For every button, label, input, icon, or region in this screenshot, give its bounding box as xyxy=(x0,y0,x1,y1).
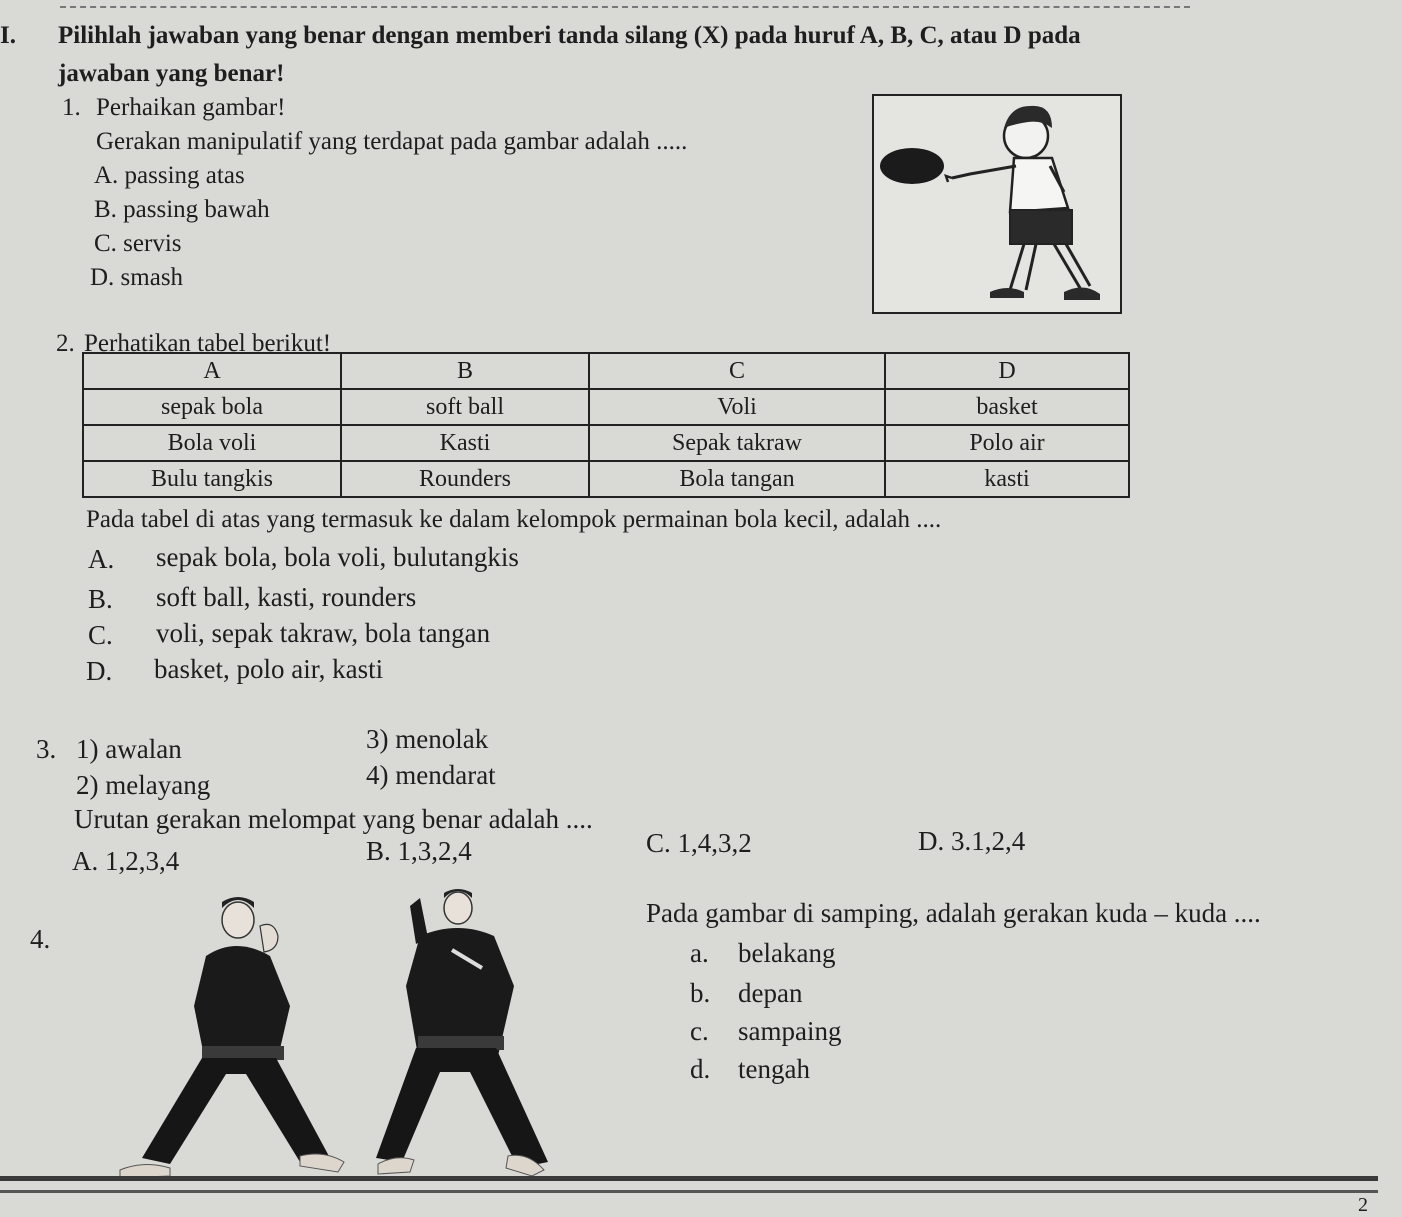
q4-illustration xyxy=(110,886,570,1186)
table-cell: basket xyxy=(885,389,1129,425)
q3-option-d[interactable]: D. 3.1,2,4 xyxy=(918,826,1026,856)
table-cell: Kasti xyxy=(341,425,589,461)
q4-option-b-letter[interactable]: b. xyxy=(690,978,711,1008)
q1-option-b[interactable]: B. passing bawah xyxy=(94,196,270,223)
q4-option-b-text[interactable]: depan xyxy=(738,978,803,1008)
page-number: 2 xyxy=(1358,1194,1368,1216)
q4-option-c-text[interactable]: sampaing xyxy=(738,1016,842,1046)
q2-option-c-letter[interactable]: C. xyxy=(88,620,113,650)
q1-option-d[interactable]: D. smash xyxy=(90,264,184,291)
table-cell: Rounders xyxy=(341,461,589,497)
footer-rule xyxy=(0,1176,1378,1181)
table-cell: Bola tangan xyxy=(589,461,885,497)
q2-prompt: Perhatikan tabel berikut! xyxy=(84,330,332,357)
table-header-cell: D xyxy=(885,353,1129,389)
q3-step-3: 3) menolak xyxy=(366,724,489,754)
table-cell: kasti xyxy=(885,461,1129,497)
q2-option-d-text[interactable]: basket, polo air, kasti xyxy=(154,654,384,684)
sports-table xyxy=(82,352,1130,498)
table-cell: Bola voli xyxy=(83,425,341,461)
ball-throw-figure xyxy=(874,96,1120,312)
q3-number: 3. xyxy=(36,734,57,764)
q1-question: Gerakan manipulatif yang terdapat pada gambar adalah ..... xyxy=(96,128,688,155)
q1-option-c[interactable]: C. servis xyxy=(94,230,182,257)
q1-illustration xyxy=(872,94,1122,314)
table-header-row xyxy=(83,353,1129,389)
q4-question: Pada gambar di samping, adalah gerakan kuda – kuda .... xyxy=(646,898,1261,928)
table-header-cell: B xyxy=(341,353,589,389)
q2-option-a-text[interactable]: sepak bola, bola voli, bulutangkis xyxy=(156,542,519,572)
table-row xyxy=(83,461,1129,497)
table-header-cell: C xyxy=(589,353,885,389)
table-row xyxy=(83,425,1129,461)
q4-option-d-text[interactable]: tengah xyxy=(738,1054,810,1084)
q2-option-b-letter[interactable]: B. xyxy=(88,584,113,614)
table-cell: Sepak takraw xyxy=(589,425,885,461)
q1-option-a[interactable]: A. passing atas xyxy=(94,162,245,189)
footer-rule-secondary xyxy=(0,1190,1378,1193)
ball-icon xyxy=(880,148,944,184)
table-cell: sepak bola xyxy=(83,389,341,425)
table-header-cell: A xyxy=(83,353,341,389)
table-cell: soft ball xyxy=(341,389,589,425)
q3-step-2: 2) melayang xyxy=(76,770,211,800)
table-cell: Bulu tangkis xyxy=(83,461,341,497)
q2-option-c-text[interactable]: voli, sepak takraw, bola tangan xyxy=(156,618,491,648)
instruction-line-2: jawaban yang benar! xyxy=(58,60,285,87)
q4-number: 4. xyxy=(30,924,51,954)
section-marker: I. xyxy=(0,22,16,49)
table-row xyxy=(83,389,1129,425)
q4-option-a-text[interactable]: belakang xyxy=(738,938,836,968)
pencak-silat-figures xyxy=(110,886,570,1186)
q3-question: Urutan gerakan melompat yang benar adalah .... xyxy=(74,804,593,834)
q2-option-b-text[interactable]: soft ball, kasti, rounders xyxy=(156,582,417,612)
q3-option-a[interactable]: A. 1,2,3,4 xyxy=(72,846,180,876)
instruction-line-1: Pilihlah jawaban yang benar dengan memberi tanda silang (X) pada huruf A, B, C, atau D pada xyxy=(58,22,1081,49)
q3-option-c[interactable]: C. 1,4,3,2 xyxy=(646,828,752,858)
q3-step-4: 4) mendarat xyxy=(366,760,496,790)
q3-option-b[interactable]: B. 1,3,2,4 xyxy=(366,836,472,866)
table-cell: Voli xyxy=(589,389,885,425)
q3-step-1: 1) awalan xyxy=(76,734,182,764)
table-cell: Polo air xyxy=(885,425,1129,461)
q2-option-d-letter[interactable]: D. xyxy=(86,656,113,686)
q4-option-d-letter[interactable]: d. xyxy=(690,1054,711,1084)
top-dashed-rule xyxy=(60,6,1190,8)
q1-number: 1. xyxy=(62,94,81,121)
q2-question: Pada tabel di atas yang termasuk ke dalam kelompok permainan bola kecil, adalah .... xyxy=(86,506,942,533)
q1-prompt: Perhaikan gambar! xyxy=(96,94,286,121)
q4-option-a-letter[interactable]: a. xyxy=(690,938,709,968)
q2-option-a-letter[interactable]: A. xyxy=(88,544,115,574)
q4-option-c-letter[interactable]: c. xyxy=(690,1016,709,1046)
q2-number: 2. xyxy=(56,330,75,357)
